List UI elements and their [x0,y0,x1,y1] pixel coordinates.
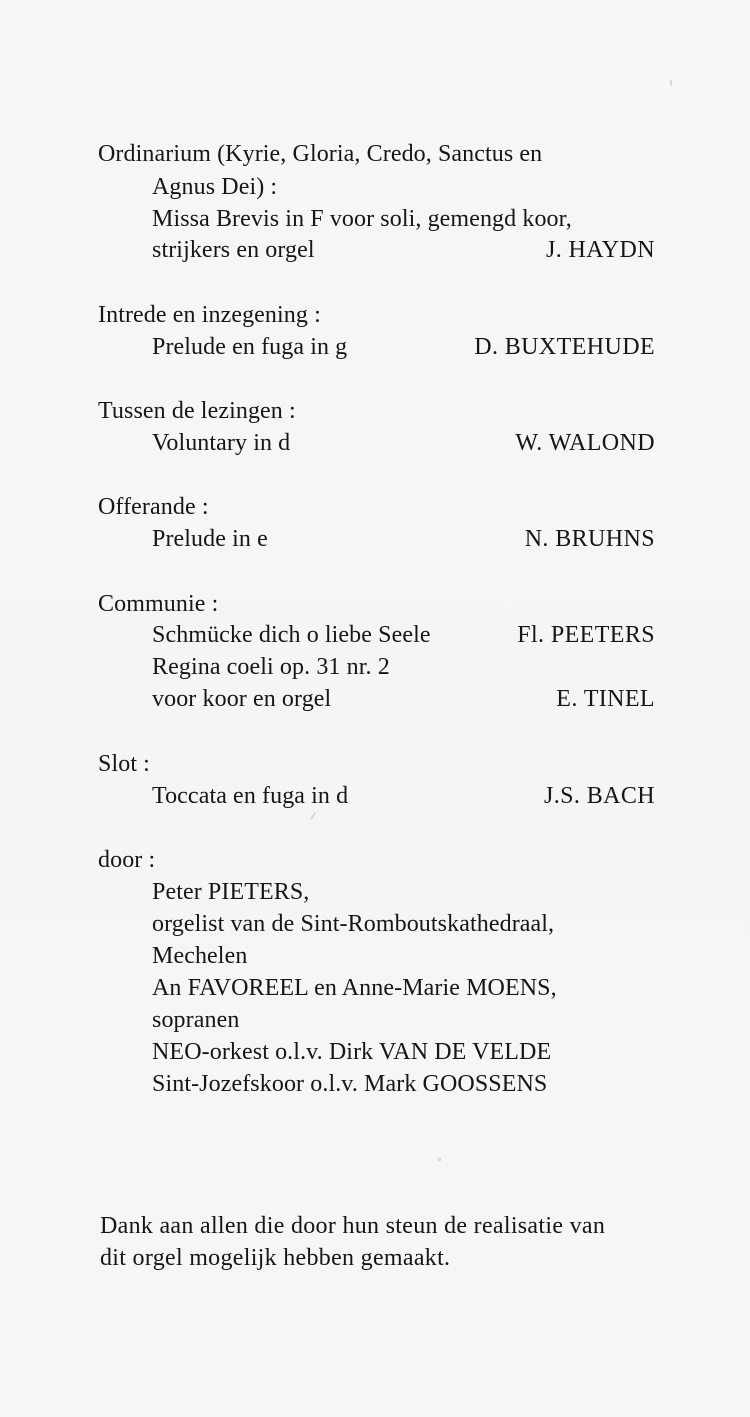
section-heading-door: door : [98,847,156,873]
work-title: strijkers en orgel [152,237,315,263]
composer-name: W. WALOND [515,430,655,456]
composer-name: Fl. PEETERS [517,622,655,648]
work-title: Schmücke dich o liebe Seele [152,622,431,648]
paper-speck [438,1158,441,1161]
work-title: Prelude in e [152,526,268,552]
work-title: Missa Brevis in F voor soli, gemengd koor, [152,206,572,232]
performer-line: sopranen [152,1007,240,1033]
paper-speck [670,80,672,86]
performer-line: An FAVOREEL en Anne-Marie MOENS, [152,975,557,1001]
performer-line: Mechelen [152,943,248,969]
section-heading-intrede: Intrede en inzegening : [98,302,321,328]
section-heading-offerande: Offerande : [98,494,209,520]
section-heading-ordinarium: Ordinarium (Kyrie, Gloria, Credo, Sanctus en [98,141,543,167]
work-title: Prelude en fuga in g [152,334,348,360]
work-title: Regina coeli op. 31 nr. 2 [152,654,390,680]
thanks-text-line2: dit orgel mogelijk hebben gemaakt. [100,1245,451,1271]
work-title: voor koor en orgel [152,686,332,712]
performer-line: NEO-orkest o.l.v. Dirk VAN DE VELDE [152,1039,552,1065]
composer-name: E. TINEL [556,686,655,712]
performer-line: Peter PIETERS, [152,879,310,905]
composer-name: J. HAYDN [546,237,655,263]
work-title: Voluntary in d [152,430,291,456]
section-heading-communie: Communie : [98,591,219,617]
section-heading-tussen: Tussen de lezingen : [98,398,296,424]
composer-name: J.S. BACH [544,783,655,809]
section-heading-ordinarium-cont: Agnus Dei) : [152,174,278,200]
composer-name: N. BRUHNS [524,526,655,552]
performer-line: Sint-Jozefskoor o.l.v. Mark GOOSSENS [152,1071,548,1097]
composer-name: D. BUXTEHUDE [474,334,655,360]
section-heading-slot: Slot : [98,751,150,777]
thanks-text-line1: Dank aan allen die door hun steun de realisatie van [100,1213,606,1239]
paper-speck [310,812,316,820]
performer-line: orgelist van de Sint-Romboutskathedraal, [152,911,555,937]
work-title: Toccata en fuga in d [152,783,349,809]
